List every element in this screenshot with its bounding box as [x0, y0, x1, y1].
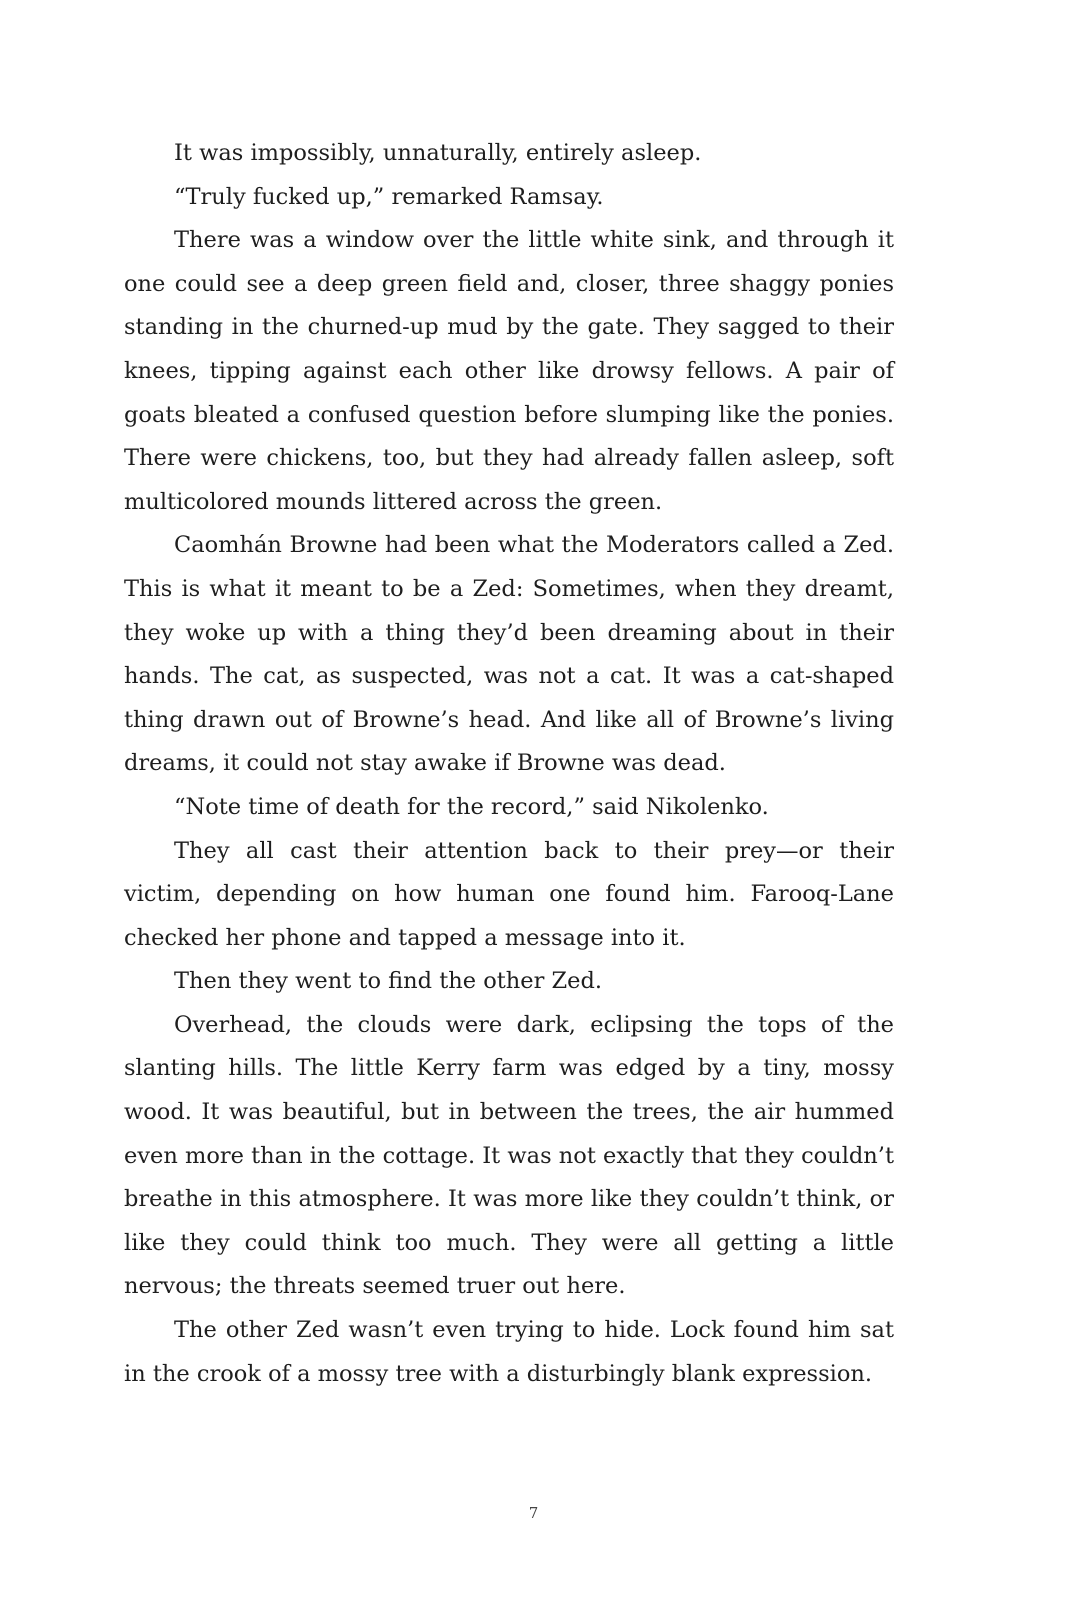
- paragraph: They all cast their attention back to their prey—or their victim, depending on how human one found him. Farooq-Lane checked her phone and tapped a message into it.: [124, 837, 894, 951]
- paragraph: Then they went to find the other Zed.: [174, 968, 603, 995]
- paragraph: It was impossibly, unnaturally, entirely asleep.: [174, 140, 702, 166]
- page-number: 7: [528, 1504, 539, 1522]
- paragraph: “Truly fucked up,” remarked Ramsay.: [174, 183, 604, 210]
- paragraph: Caomhán Browne had been what the Moderators called a Zed. This is what it meant to be a Zed: Sometimes, when they dreamt, they woke up with a thing they’d been dreaming about in their hands. The cat, as suspected, was not a cat. It was a cat-shaped thing drawn out of Browne’s head. And like all of Browne’s living dreams, it could not stay awake if Browne was dead.: [124, 532, 894, 777]
- paragraph: There was a window over the little white sink, and through it one could see a deep green field and, closer, three shaggy ponies standing in the churned-up mud by the gate. They sagged to their knees, tipping against each other like drowsy fellows. A pair of goats bleated a confused question before slumping like the ponies. There were chickens, too, but they had already fallen asleep, soft multicolored mounds littered across the green.: [124, 227, 894, 515]
- paragraph: The other Zed wasn’t even trying to hide. Lock found him sat in the crook of a mossy tree with a disturbingly blank expression.: [124, 1317, 894, 1387]
- paragraph: “Note time of death for the record,” said Nikolenko.: [174, 793, 769, 820]
- body-text: [124, 132, 894, 1396]
- paragraph: Overhead, the clouds were dark, eclipsing the tops of the slanting hills. The little Kerry farm was edged by a tiny, mossy wood. It was beautiful, but in between the trees, the air hummed even more than in the cottage. It was not exactly that they couldn’t breathe in this atmosphere. It was more like they couldn’t think, or like they could think too much. They were all getting a little nervous; the threats seemed truer out here.: [124, 1011, 894, 1300]
